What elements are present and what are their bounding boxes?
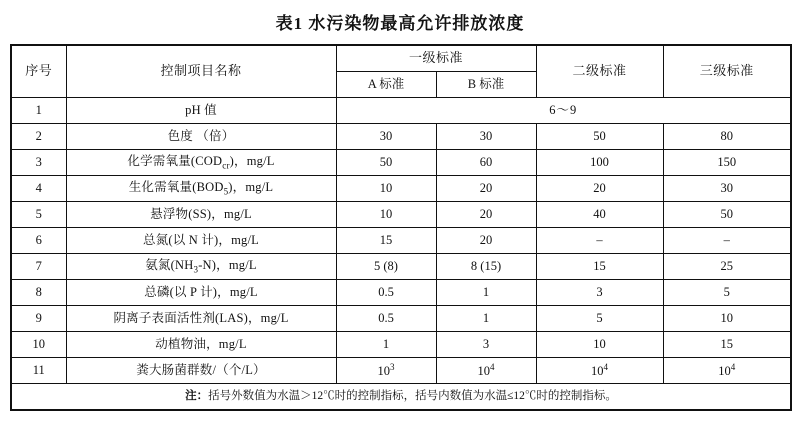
- table-note-row: [11, 384, 791, 411]
- row-name: pH 值: [66, 98, 336, 124]
- row-no: 10: [11, 332, 66, 358]
- row-no: 11: [11, 358, 66, 384]
- row-value-l2: 15: [536, 254, 663, 280]
- row-no: 3: [11, 150, 66, 176]
- row-name: 总氮(以 N 计)，mg/L: [66, 228, 336, 254]
- row-value-l3: 15: [663, 332, 791, 358]
- row-no: 6: [11, 228, 66, 254]
- row-value-a-exponent: 3: [390, 362, 395, 373]
- row-name: [66, 254, 336, 280]
- row-value-l3-exponent: 4: [730, 362, 736, 373]
- row-value-a: [336, 358, 436, 384]
- row-no: 9: [11, 306, 66, 332]
- row-no: 4: [11, 176, 66, 202]
- table-header-row: [11, 45, 791, 72]
- row-name-subscript: cr: [222, 160, 230, 171]
- row-name-subscript: 5: [223, 186, 229, 197]
- row-merged-value: 6～9: [336, 98, 791, 124]
- row-value-l3: 25: [663, 254, 791, 280]
- row-value-b-exponent: 4: [490, 362, 495, 373]
- header-level1-b: B 标准: [436, 72, 536, 98]
- note-label: 注：: [185, 389, 209, 402]
- row-no: 5: [11, 202, 66, 228]
- row-value-b: 8 (15): [436, 254, 536, 280]
- row-value-l3: 30: [663, 176, 791, 202]
- header-no: 序号: [11, 45, 66, 98]
- row-value-a: 10: [336, 202, 436, 228]
- row-value-b: 60: [436, 150, 536, 176]
- row-name-post: )，mg/L: [228, 180, 274, 195]
- table-row: [11, 98, 791, 124]
- row-value-b: 20: [436, 176, 536, 202]
- table-row: [11, 202, 791, 228]
- table-row: [11, 280, 791, 306]
- header-item: 控制项目名称: [66, 45, 336, 98]
- table-row: [11, 358, 791, 384]
- row-value-l2: 3: [536, 280, 663, 306]
- header-level3: 三级标准: [663, 45, 791, 98]
- row-value-b: [436, 358, 536, 384]
- row-value-l3-base: 10: [718, 364, 731, 379]
- row-name-pre: 氨氮(NH: [145, 258, 194, 273]
- row-value-l3: 5: [663, 280, 791, 306]
- row-name: 动植物油，mg/L: [66, 332, 336, 358]
- row-value-b: 3: [436, 332, 536, 358]
- header-level1: 一级标准: [336, 45, 536, 72]
- row-value-l2-exponent: 4: [603, 362, 609, 373]
- row-value-l2: 40: [536, 202, 663, 228]
- row-name: 总磷(以 P 计)，mg/L: [66, 280, 336, 306]
- row-value-l2: –: [536, 228, 663, 254]
- row-value-b: 20: [436, 228, 536, 254]
- row-name: 粪大肠菌群数/（个/L）: [66, 358, 336, 384]
- page-title: 表1 水污染物最高允许排放浓度: [275, 14, 525, 33]
- row-name: 悬浮物(SS)，mg/L: [66, 202, 336, 228]
- pollutant-limits-table: [10, 44, 792, 411]
- row-value-a: 10: [336, 176, 436, 202]
- table-note: [11, 384, 791, 411]
- row-name-subscript: 3: [193, 264, 199, 275]
- row-name-post: -N)，mg/L: [198, 258, 257, 273]
- table-row: [11, 176, 791, 202]
- row-value-l3: 10: [663, 306, 791, 332]
- row-value-a: 30: [336, 124, 436, 150]
- row-name-post: )，mg/L: [229, 154, 275, 169]
- row-name: [66, 176, 336, 202]
- row-value-l2: [536, 358, 663, 384]
- row-value-l3: 80: [663, 124, 791, 150]
- row-value-l3: –: [663, 228, 791, 254]
- table-row: [11, 332, 791, 358]
- row-name: 阴离子表面活性剂(LAS)，mg/L: [66, 306, 336, 332]
- row-value-b: 20: [436, 202, 536, 228]
- row-value-l3: 150: [663, 150, 791, 176]
- row-value-a: 50: [336, 150, 436, 176]
- row-no: 7: [11, 254, 66, 280]
- row-value-a: 0.5: [336, 306, 436, 332]
- row-value-b: 1: [436, 280, 536, 306]
- row-value-a: 5 (8): [336, 254, 436, 280]
- row-name: 色度 （倍）: [66, 124, 336, 150]
- row-value-l2: 10: [536, 332, 663, 358]
- header-level2: 二级标准: [536, 45, 663, 98]
- row-value-l3: 50: [663, 202, 791, 228]
- row-value-a: 1: [336, 332, 436, 358]
- row-value-a-base: 10: [377, 364, 390, 379]
- row-value-l2: 20: [536, 176, 663, 202]
- row-value-b: 30: [436, 124, 536, 150]
- row-value-b: 1: [436, 306, 536, 332]
- table-row: [11, 124, 791, 150]
- row-no: 8: [11, 280, 66, 306]
- row-value-b-base: 10: [477, 364, 490, 379]
- row-name-pre: 化学需氧量(COD: [127, 154, 223, 169]
- row-value-a: 15: [336, 228, 436, 254]
- table-row: [11, 150, 791, 176]
- row-value-l2: 100: [536, 150, 663, 176]
- row-name: [66, 150, 336, 176]
- row-value-l3: [663, 358, 791, 384]
- row-value-l2: 50: [536, 124, 663, 150]
- row-no: 2: [11, 124, 66, 150]
- table-row: [11, 306, 791, 332]
- header-level1-a: A 标准: [336, 72, 436, 98]
- table-row: [11, 228, 791, 254]
- row-value-l2-base: 10: [591, 364, 604, 379]
- note-text: 括号外数值为水温＞12℃时的控制指标，括号内数值为水温≤12℃时的控制指标。: [208, 389, 617, 402]
- row-name-pre: 生化需氧量(BOD: [128, 180, 224, 195]
- document-page: [0, 9, 800, 425]
- table-row: [11, 254, 791, 280]
- row-value-l2: 5: [536, 306, 663, 332]
- row-value-a: 0.5: [336, 280, 436, 306]
- table-container: [10, 44, 790, 411]
- row-no: 1: [11, 98, 66, 124]
